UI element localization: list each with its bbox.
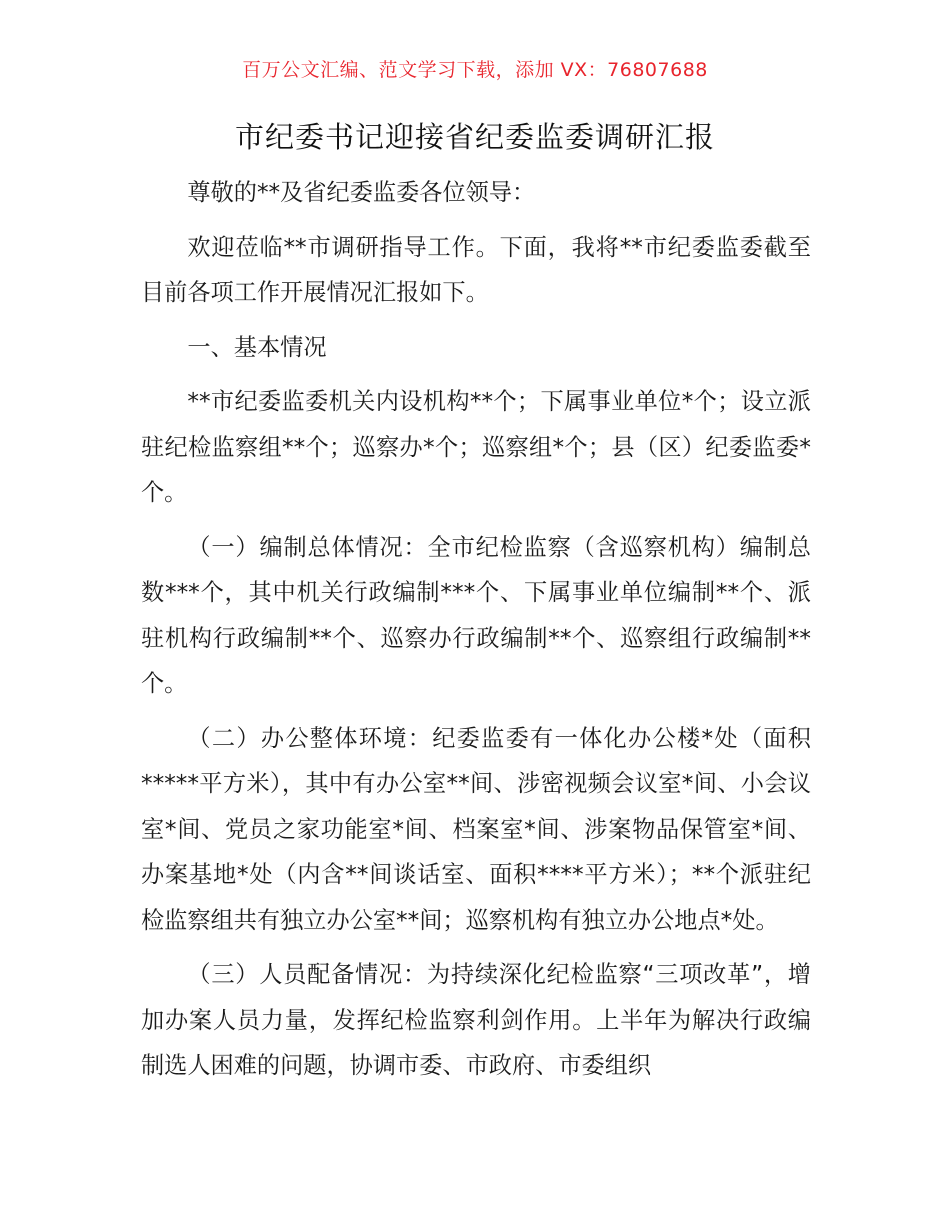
document-title: 市纪委书记迎接省纪委监委调研汇报 — [234, 120, 715, 154]
overview-paragraph: **市纪委监委机关内设机构**个；下属事业单位*个；设立派驻纪检监察组**个；巡察办*个；巡察组*个；县（区）纪委监委*个。 — [141, 388, 811, 506]
staffing-paragraph: （一）编制总体情况：全市纪检监察（含巡察机构）编制总数***个，其中机关行政编制***个、下属事业单位编制**个、派驻机构行政编制**个、巡察办行政编制**个、巡察组行政编制**个。 — [141, 533, 811, 697]
office-environment-paragraph: （二）办公整体环境：纪委监委有一体化办公楼*处（面积*****平方米），其中有办公室**间、涉密视频会议室*间、小会议室*间、党员之家功能室*间、档案室*间、涉案物品保管室*间、办案基地*处（内含**间谈话室、面积****平方米）；**个派驻纪检监察组共有独立办公室**间；巡察机构有独立办公地点*处。 — [141, 724, 811, 934]
personnel-paragraph: （三）人员配备情况：为持续深化纪检监察“三项改革”，增加办案人员力量，发挥纪检监察利剑作用。上半年为解决行政编制选人困难的问题，协调市委、市政府、市委组织 — [141, 961, 811, 1079]
section-heading: 一、基本情况 — [187, 333, 327, 361]
document-body — [141, 170, 811, 1098]
salutation-paragraph: 尊敬的**及省纪委监委各位领导： — [187, 179, 536, 206]
header-watermark: 百万公文汇编、范文学习下载，添加 VX：76807688 — [242, 59, 708, 81]
intro-paragraph: 欢迎莅临**市调研指导工作。下面，我将**市纪委监委截至目前各项工作开展情况汇报如下。 — [141, 233, 811, 306]
